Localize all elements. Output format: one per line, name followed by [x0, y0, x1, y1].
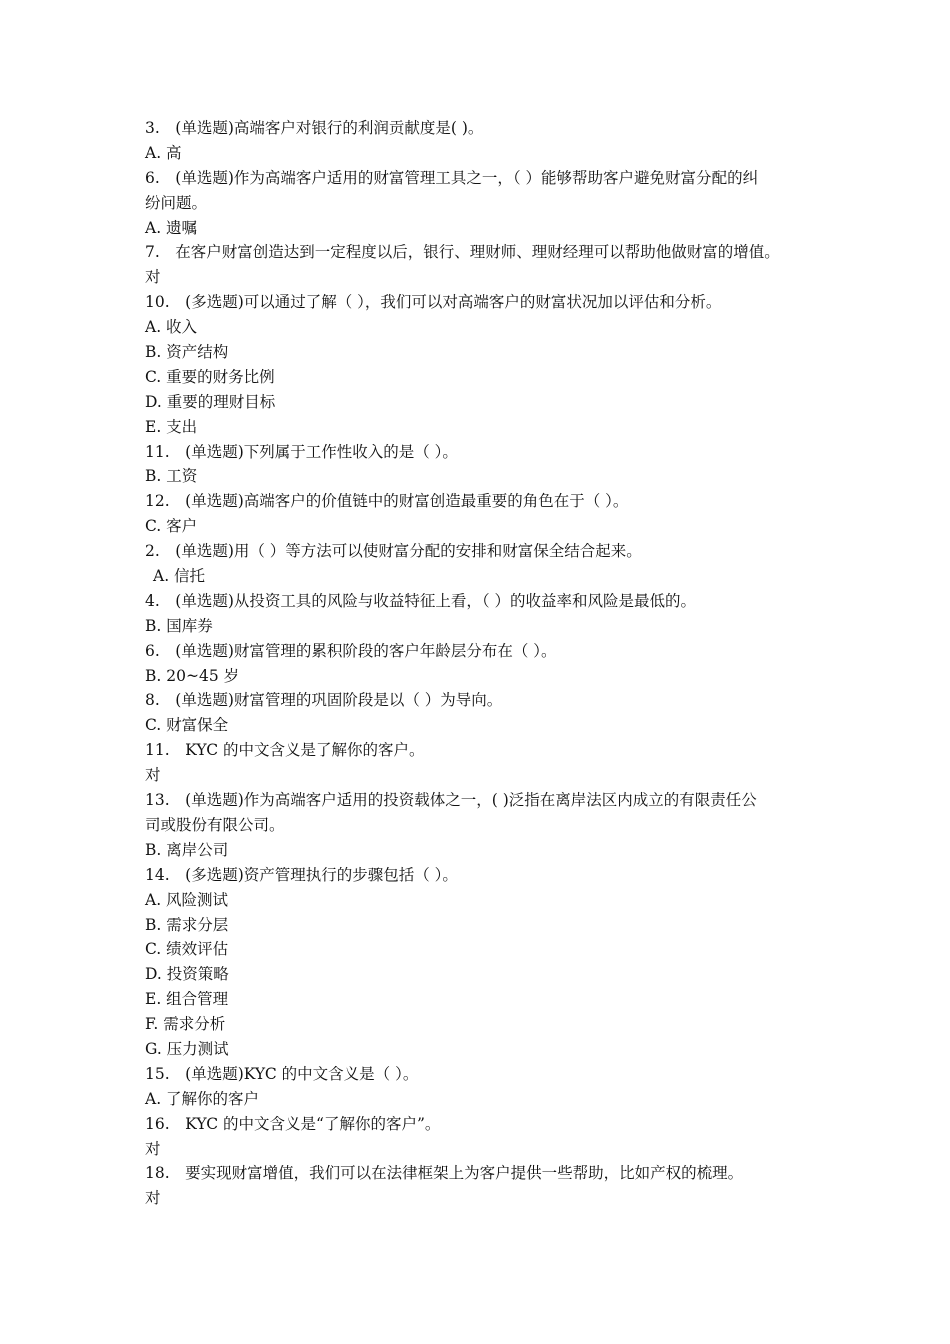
answer-line: B. 20~45 岁	[145, 666, 240, 685]
question-line: 12. (单选题)高端客户的价值链中的财富创造最重要的角色在于（ ）。	[145, 492, 629, 511]
question-line-continued: 纷问题。	[145, 193, 208, 212]
option-line: G. 压力测试	[145, 1039, 229, 1058]
question-line: 14. (多选题)资产管理执行的步骤包括（ ）。	[145, 865, 458, 884]
answer-line: B. 国库券	[145, 616, 213, 635]
answer-line: A. 遗嘱	[145, 218, 198, 237]
question-line: 2. (单选题)用（ ）等方法可以使财富分配的安排和财富保全结合起来。	[145, 542, 642, 561]
question-line: 10. (多选题)可以通过了解（ ），我们可以对高端客户的财富状况加以评估和分析。	[145, 293, 722, 312]
option-line: E. 组合管理	[145, 990, 229, 1009]
option-line: D. 重要的理财目标	[145, 392, 276, 411]
option-line: C. 绩效评估	[145, 940, 229, 959]
option-line: B. 资产结构	[145, 343, 229, 362]
document-body	[145, 116, 813, 1211]
option-line: D. 投资策略	[145, 965, 229, 984]
option-line: B. 需求分层	[145, 915, 229, 934]
answer-line: A. 了解你的客户	[145, 1089, 260, 1108]
question-line: 16. KYC 的中文含义是“了解你的客户”。	[145, 1114, 441, 1133]
option-line: A. 收入	[145, 318, 198, 337]
question-line: 3. (单选题)高端客户对银行的利润贡献度是( )。	[145, 119, 484, 137]
question-line: 18. 要实现财富增值，我们可以在法律框架上为客户提供一些帮助，比如产权的梳理。	[145, 1164, 744, 1183]
answer-line: 对	[145, 766, 161, 785]
question-line: 13. (单选题)作为高端客户适用的投资载体之一，( )泛指在离岸法区内成立的有限责任公	[145, 791, 757, 810]
question-line: 11. (单选题)下列属于工作性收入的是（ ）。	[145, 442, 458, 461]
answer-line: B. 工资	[145, 467, 198, 486]
option-line: E. 支出	[145, 417, 198, 436]
answer-line: A. 高	[145, 143, 182, 162]
option-line: C. 重要的财务比例	[145, 367, 275, 386]
answer-line: 对	[145, 1139, 161, 1158]
question-line: 8. (单选题)财富管理的巩固阶段是以（ ）为导向。	[145, 691, 503, 710]
answer-line: C. 财富保全	[145, 716, 229, 735]
question-line: 6. (单选题)财富管理的累积阶段的客户年龄层分布在（ ）。	[145, 641, 557, 660]
option-line: F. 需求分析	[145, 1015, 226, 1034]
question-line: 6. (单选题)作为高端客户适用的财富管理工具之一，（ ）能够帮助客户避免财富分配的纠	[145, 168, 759, 187]
answer-line: 对	[145, 268, 161, 287]
question-line: 15. (单选题)KYC 的中文含义是（ ）。	[145, 1064, 419, 1083]
question-line: 7. 在客户财富创造达到一定程度以后，银行、理财师、理财经理可以帮助他做财富的增值。	[145, 243, 780, 262]
answer-line: C. 客户	[145, 517, 198, 536]
answer-line: B. 离岸公司	[145, 840, 229, 859]
option-line: A. 风险测试	[145, 890, 229, 909]
question-line: 4. (单选题)从投资工具的风险与收益特征上看，（ ）的收益率和风险是最低的。	[145, 591, 697, 610]
question-line: 11. KYC 的中文含义是了解你的客户。	[145, 741, 425, 760]
question-line-continued: 司或股份有限公司。	[145, 815, 285, 834]
answer-line: A. 信托	[153, 567, 206, 586]
answer-line: 对	[145, 1189, 161, 1208]
